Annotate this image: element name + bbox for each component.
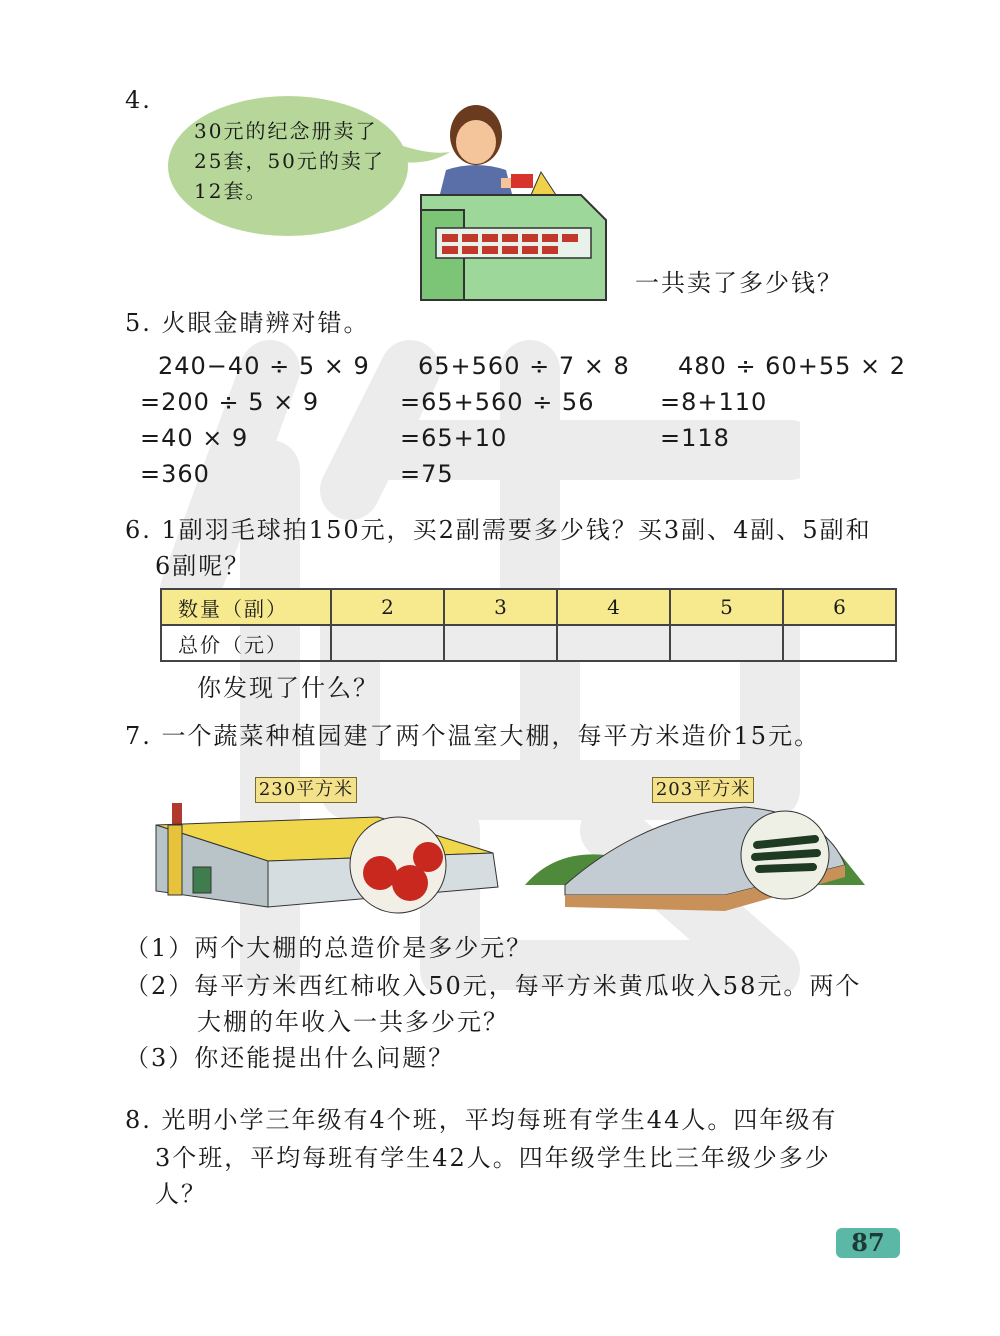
q7-sub-2-line-2: 大棚的年收入一共多少元？ xyxy=(197,1008,509,1036)
bubble-line: 30元的纪念册卖了 xyxy=(194,119,378,143)
bubble-line: 12套。 xyxy=(194,179,268,203)
calc-line: =8+110 xyxy=(660,388,768,416)
calc-line: =200 ÷ 5 × 9 xyxy=(140,388,320,416)
price-table xyxy=(160,588,897,662)
q7-title: 7. 一个蔬菜种植园建了两个温室大棚，每平方米造价15元。 xyxy=(125,722,821,750)
cucumber-greenhouse-illustration xyxy=(525,795,870,915)
q5-title: 5. 火眼金睛辨对错。 xyxy=(125,309,370,337)
quantity-cell: 3 xyxy=(444,589,557,625)
quantity-row xyxy=(161,589,896,625)
total-price-cell xyxy=(783,625,896,661)
tomato-greenhouse-illustration xyxy=(148,795,508,915)
calc-line: =118 xyxy=(660,424,730,452)
greenhouse-1-area-label: 230平方米 xyxy=(255,777,357,803)
quantity-cell: 2 xyxy=(331,589,444,625)
quantity-cell: 4 xyxy=(557,589,670,625)
calc-line: 240−40 ÷ 5 × 9 xyxy=(158,352,370,380)
q8-line-1: 8. 光明小学三年级有4个班，平均每班有学生44人。四年级有 xyxy=(125,1106,838,1134)
q4-number: 4. xyxy=(125,86,152,114)
quantity-label: 数量（副） xyxy=(161,589,331,625)
quantity-cell: 5 xyxy=(670,589,783,625)
q6-discover: 你发现了什么？ xyxy=(197,674,379,702)
q7-sub-1: （1）两个大棚的总造价是多少元？ xyxy=(125,934,533,962)
quantity-cell: 6 xyxy=(783,589,896,625)
total-price-cell xyxy=(444,625,557,661)
q8-line-2: 3个班，平均每班有学生42人。四年级学生比三年级少多少 xyxy=(155,1144,831,1172)
q6-line-2: 6副呢？ xyxy=(155,552,251,580)
calc-line: =75 xyxy=(400,460,454,488)
q6-line-1: 6. 1副羽毛球拍150元，买2副需要多少钱？买3副、4副、5副和 xyxy=(125,516,872,544)
total-price-cell xyxy=(557,625,670,661)
bubble-line: 25套，50元的卖了 xyxy=(194,149,385,173)
greenhouse-2-area-label: 203平方米 xyxy=(652,777,754,803)
calc-line: 480 ÷ 60+55 × 2 xyxy=(678,352,906,380)
q8-line-3: 人？ xyxy=(155,1180,207,1208)
total-price-row xyxy=(161,625,896,661)
q4-question: 一共卖了多少钱？ xyxy=(635,269,843,297)
q5-calc-column-3 xyxy=(660,348,906,456)
calc-line: =65+560 ÷ 56 xyxy=(400,388,595,416)
total-price-cell xyxy=(670,625,783,661)
q5-calc-column-1 xyxy=(140,348,370,492)
calc-line: =40 × 9 xyxy=(140,424,249,452)
page-number-badge: 87 xyxy=(836,1228,900,1258)
calc-line: 65+560 ÷ 7 × 8 xyxy=(418,352,630,380)
calc-line: =360 xyxy=(140,460,210,488)
calc-line: =65+10 xyxy=(400,424,508,452)
speech-bubble-text xyxy=(194,116,385,206)
total-price-cell xyxy=(331,625,444,661)
q5-calc-column-2 xyxy=(400,348,630,492)
shop-clerk-illustration xyxy=(416,100,616,305)
total-price-label: 总价（元） xyxy=(161,625,331,661)
q7-sub-3: （3）你还能提出什么问题？ xyxy=(125,1044,455,1072)
q7-sub-2-line-1: （2）每平方米西红柿收入50元，每平方米黄瓜收入58元。两个 xyxy=(125,972,862,1000)
